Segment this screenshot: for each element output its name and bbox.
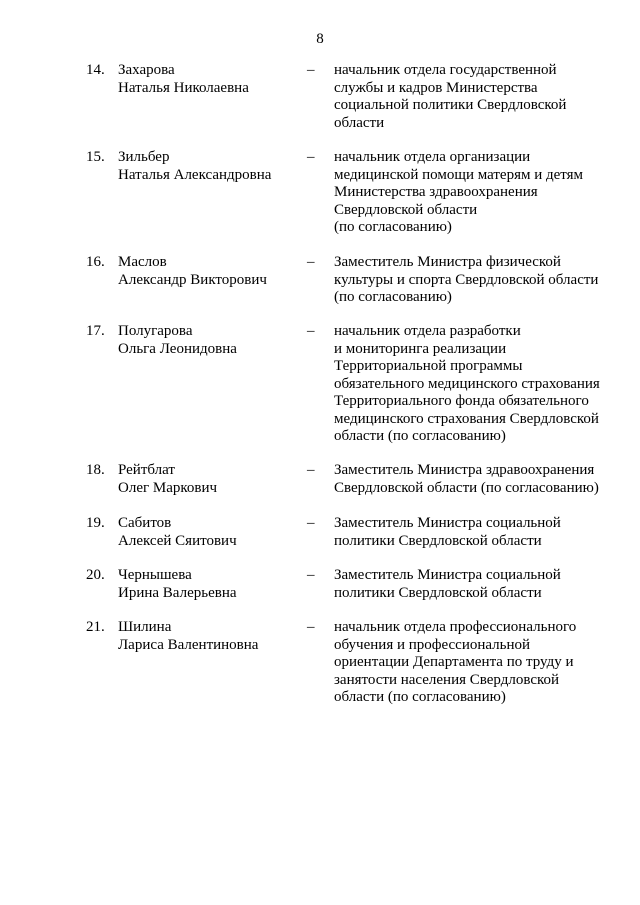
person-name <box>118 149 303 184</box>
surname: Сабитов <box>118 515 172 531</box>
description-line: начальник отдела профессионального <box>334 619 577 635</box>
description-line: Свердловской области <box>334 201 478 218</box>
position-description <box>334 149 614 237</box>
description-line: обучения и профессиональной <box>334 636 531 653</box>
person-name <box>118 619 303 654</box>
given-names: Ольга Леонидовна <box>118 340 237 357</box>
entry-number: 14. <box>86 62 105 78</box>
description-line: политики Свердловской области <box>334 584 542 601</box>
description-line: (по согласованию) <box>334 219 452 235</box>
description-line: медицинского страхования Свердловской <box>334 410 599 427</box>
person-name <box>118 462 303 497</box>
position-description <box>334 62 614 132</box>
description-line: начальник отдела организации <box>334 149 531 165</box>
description-line: области (по согласованию) <box>334 689 506 705</box>
surname: Зильбер <box>118 149 170 165</box>
dash-separator: – <box>307 567 315 583</box>
description-line: занятости населения Свердловской <box>334 671 560 688</box>
position-description <box>334 254 614 307</box>
given-names: Олег Маркович <box>118 479 218 496</box>
description-line: социальной политики Свердловской <box>334 97 567 113</box>
surname: Рейтблат <box>118 462 175 478</box>
position-description <box>334 619 614 707</box>
position-description <box>334 462 614 497</box>
given-names: Алексей Сяитович <box>118 532 237 549</box>
given-names: Наталья Александровна <box>118 166 272 183</box>
surname: Маслов <box>118 254 167 270</box>
entry-number: 17. <box>86 323 105 339</box>
description-line: начальник отдела разработки <box>334 323 521 339</box>
surname: Чернышева <box>118 567 192 583</box>
position-description <box>334 323 614 446</box>
surname: Полугарова <box>118 323 193 339</box>
person-name <box>118 515 303 550</box>
dash-separator: – <box>307 462 315 478</box>
surname: Захарова <box>118 62 175 78</box>
entry-number: 16. <box>86 254 105 270</box>
description-line: (по согласованию) <box>334 289 452 305</box>
description-line: начальник отдела государственной <box>334 62 557 78</box>
entry-number: 20. <box>86 567 105 583</box>
person-name <box>118 323 303 358</box>
entry-number: 21. <box>86 619 105 635</box>
description-line: Свердловской области (по согласованию) <box>334 479 599 496</box>
person-name <box>118 567 303 602</box>
dash-separator: – <box>307 149 315 165</box>
description-line: ориентации Департамента по труду и <box>334 654 574 670</box>
description-line: политики Свердловской области <box>334 532 542 549</box>
description-line: области (по согласованию) <box>334 428 506 444</box>
description-line: Заместитель Министра здравоохранения <box>334 462 595 478</box>
description-line: Заместитель Министра физической <box>334 254 561 270</box>
description-line: Территориальной программы <box>334 358 523 374</box>
surname: Шилина <box>118 619 172 635</box>
description-line: Заместитель Министра социальной <box>334 515 561 531</box>
dash-separator: – <box>307 323 315 339</box>
entry-number: 15. <box>86 149 105 165</box>
description-line: области <box>334 114 385 131</box>
dash-separator: – <box>307 619 315 635</box>
description-line: медицинской помощи матерям и детям <box>334 166 584 183</box>
description-line: и мониторинга реализации <box>334 340 507 357</box>
description-line: службы и кадров Министерства <box>334 79 538 96</box>
page-number: 8 <box>316 31 324 47</box>
description-line: обязательного медицинского страхования <box>334 375 600 392</box>
entry-number: 19. <box>86 515 105 531</box>
dash-separator: – <box>307 62 315 78</box>
position-description <box>334 567 614 602</box>
dash-separator: – <box>307 515 315 531</box>
description-line: Министерства здравоохранения <box>334 184 538 200</box>
position-description <box>334 515 614 550</box>
description-line: культуры и спорта Свердловской области <box>334 271 599 288</box>
given-names: Александр Викторович <box>118 271 267 288</box>
description-line: Заместитель Министра социальной <box>334 567 561 583</box>
given-names: Лариса Валентиновна <box>118 636 259 653</box>
person-name <box>118 254 303 289</box>
entry-number: 18. <box>86 462 105 478</box>
person-name <box>118 62 303 97</box>
dash-separator: – <box>307 254 315 270</box>
given-names: Ирина Валерьевна <box>118 584 237 601</box>
description-line: Территориального фонда обязательного <box>334 393 589 409</box>
given-names: Наталья Николаевна <box>118 79 249 96</box>
